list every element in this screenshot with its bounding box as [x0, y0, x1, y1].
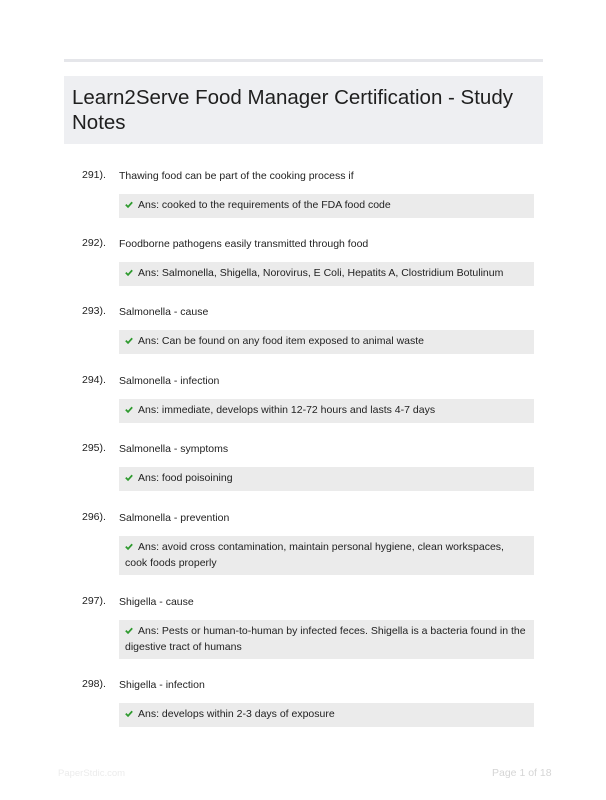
checkmark-icon: [125, 473, 133, 482]
answer-box: [119, 536, 534, 575]
answer-text: Ans: cooked to the requirements of the FDA food code: [138, 199, 391, 211]
document-header: [64, 76, 543, 144]
page-number: Page 1 of 18: [492, 767, 552, 779]
item-question: Shigella - infection: [119, 679, 205, 691]
answer-text: Ans: immediate, develops within 12-72 hours and lasts 4-7 days: [138, 404, 436, 416]
answer-box: [119, 194, 534, 218]
item-question: Foodborne pathogens easily transmitted through food: [119, 238, 369, 250]
answer-box: [119, 467, 534, 491]
item-question: Salmonella - cause: [119, 306, 209, 318]
item-number: 297).: [82, 595, 106, 607]
item-question: Shigella - cause: [119, 596, 194, 608]
document-title: Learn2Serve Food Manager Certification - Study Notes: [72, 86, 513, 134]
checkmark-icon: [125, 542, 133, 551]
item-number: 293).: [82, 305, 106, 317]
answer-text: Ans: develops within 2-3 days of exposure: [138, 708, 335, 720]
answer-box: [119, 330, 534, 354]
answer-text: Ans: Pests or human-to-human by infected feces. Shigella is a bacteria found in the digestive tract of humans: [125, 625, 526, 653]
item-number: 294).: [82, 374, 106, 386]
item-number: 295).: [82, 442, 106, 454]
item-number: 291).: [82, 169, 106, 181]
footer-watermark: PaperStdic.com: [58, 768, 126, 779]
checkmark-icon: [125, 626, 133, 635]
answer-box: [119, 262, 534, 286]
checkmark-icon: [125, 405, 133, 414]
item-question: Salmonella - symptoms: [119, 443, 229, 455]
item-question: Salmonella - prevention: [119, 512, 230, 524]
checkmark-icon: [125, 709, 133, 718]
answer-text: Ans: Salmonella, Shigella, Norovirus, E Coli, Hepatits A, Clostridium Botulinum: [138, 267, 504, 279]
answer-text: Ans: food poisoining: [138, 472, 233, 484]
answer-box: [119, 399, 534, 423]
checkmark-icon: [125, 268, 133, 277]
item-question: Salmonella - infection: [119, 375, 220, 387]
answer-box: [119, 703, 534, 727]
top-divider: [64, 59, 543, 62]
answer-box: [119, 620, 534, 659]
checkmark-icon: [125, 200, 133, 209]
item-number: 298).: [82, 678, 106, 690]
checkmark-icon: [125, 336, 133, 345]
answer-text: Ans: avoid cross contamination, maintain personal hygiene, clean workspaces, cook foods properly: [125, 541, 504, 569]
item-number: 296).: [82, 511, 106, 523]
item-question: Thawing food can be part of the cooking process if: [119, 170, 354, 182]
item-number: 292).: [82, 237, 106, 249]
answer-text: Ans: Can be found on any food item exposed to animal waste: [138, 335, 425, 347]
